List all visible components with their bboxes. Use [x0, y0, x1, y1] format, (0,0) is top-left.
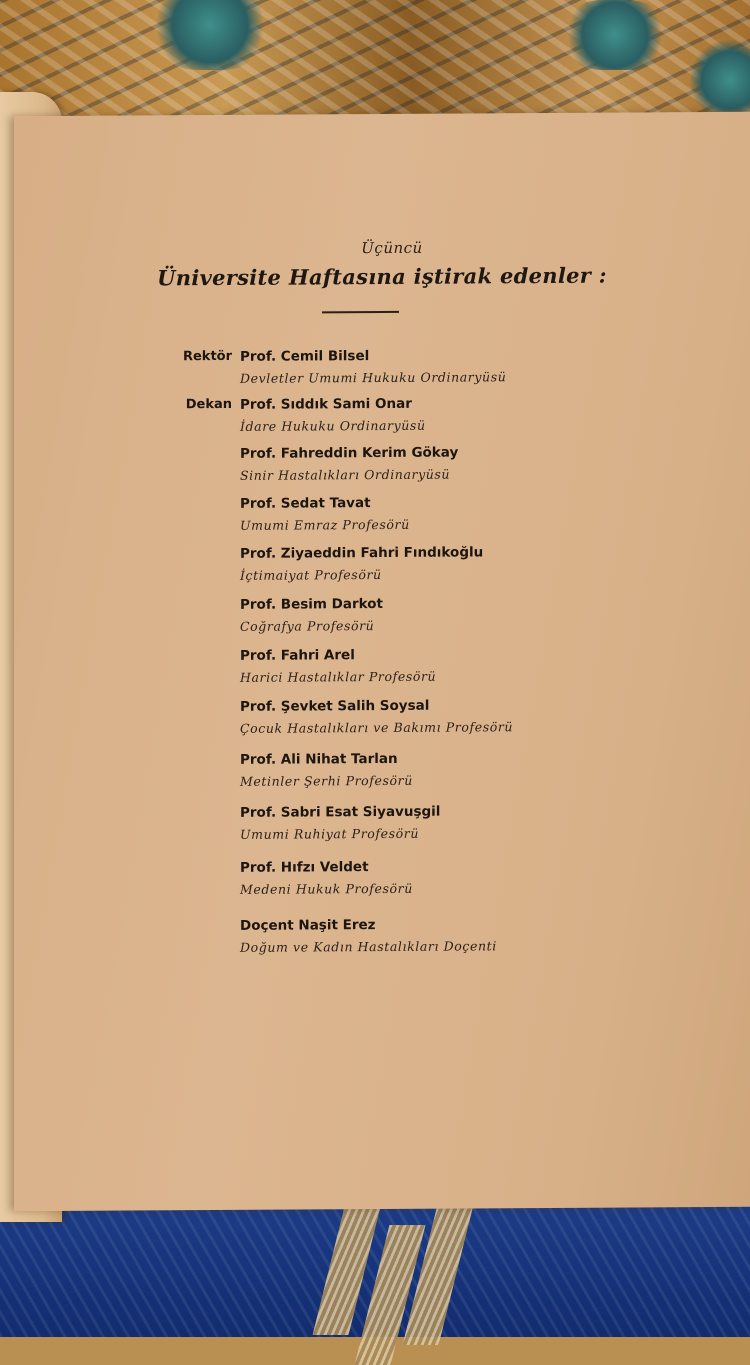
participant-entry	[14, 749, 750, 803]
participant-name: Prof. Besim Darkot	[240, 596, 383, 613]
participant-title: Harici Hastalıklar Profesörü	[240, 669, 436, 685]
participant-title: Umumi Emraz Profesörü	[240, 517, 410, 533]
participants-list	[14, 346, 750, 350]
participant-role: Rektör	[180, 349, 232, 364]
participant-title: Doğum ve Kadın Hastalıkları Doçenti	[240, 938, 497, 955]
participant-title: Çocuk Hastalıkları ve Bakımı Profesörü	[240, 719, 513, 736]
participant-entry	[14, 645, 750, 699]
participant-entry	[14, 346, 750, 400]
participant-name: Prof. Fahri Arel	[240, 647, 355, 664]
participant-entry	[14, 493, 750, 547]
participant-entry	[14, 915, 750, 969]
participant-entry	[14, 543, 750, 597]
title-underline-rule	[322, 311, 399, 313]
participant-title: İçtimaiyat Profesörü	[240, 567, 382, 583]
participant-name: Prof. Fahreddin Kerim Gökay	[240, 445, 458, 462]
heading-ordinal: Üçüncü	[14, 237, 750, 259]
participant-title: Devletler Umumi Hukuku Ordinaryüsü	[240, 369, 506, 386]
participant-entry	[14, 696, 750, 750]
participant-name: Prof. Sıddık Sami Onar	[240, 396, 412, 413]
participant-entry	[14, 394, 750, 448]
participant-title: Umumi Ruhiyat Profesörü	[240, 826, 419, 842]
participant-name: Prof. Hıfzı Veldet	[240, 859, 369, 876]
participant-name: Prof. Ziyaeddin Fahri Fındıkoğlu	[240, 544, 483, 561]
participant-name: Prof. Şevket Salih Soysal	[240, 698, 429, 715]
participant-title: Coğrafya Profesörü	[240, 618, 374, 634]
participant-entry	[14, 594, 750, 648]
participant-title: Medeni Hukuk Profesörü	[240, 881, 413, 897]
participant-entry	[14, 802, 750, 856]
participant-name: Doçent Naşit Erez	[240, 917, 376, 934]
participant-name: Prof. Ali Nihat Tarlan	[240, 751, 398, 768]
page-title: Üniversite Haftasına iştirak edenler :	[14, 262, 750, 291]
participant-name: Prof. Sedat Tavat	[240, 495, 371, 512]
participant-title: Metinler Şerhi Profesörü	[240, 773, 413, 789]
participant-title: İdare Hukuku Ordinaryüsü	[240, 418, 426, 434]
participant-name: Prof. Cemil Bilsel	[240, 348, 369, 365]
participant-entry	[14, 857, 750, 911]
book-page	[14, 112, 750, 1211]
participant-role: Dekan	[180, 397, 232, 412]
participant-name: Prof. Sabri Esat Siyavuşgil	[240, 804, 440, 821]
participant-entry	[14, 443, 750, 497]
participant-title: Sinir Hastalıkları Ordinaryüsü	[240, 467, 450, 483]
